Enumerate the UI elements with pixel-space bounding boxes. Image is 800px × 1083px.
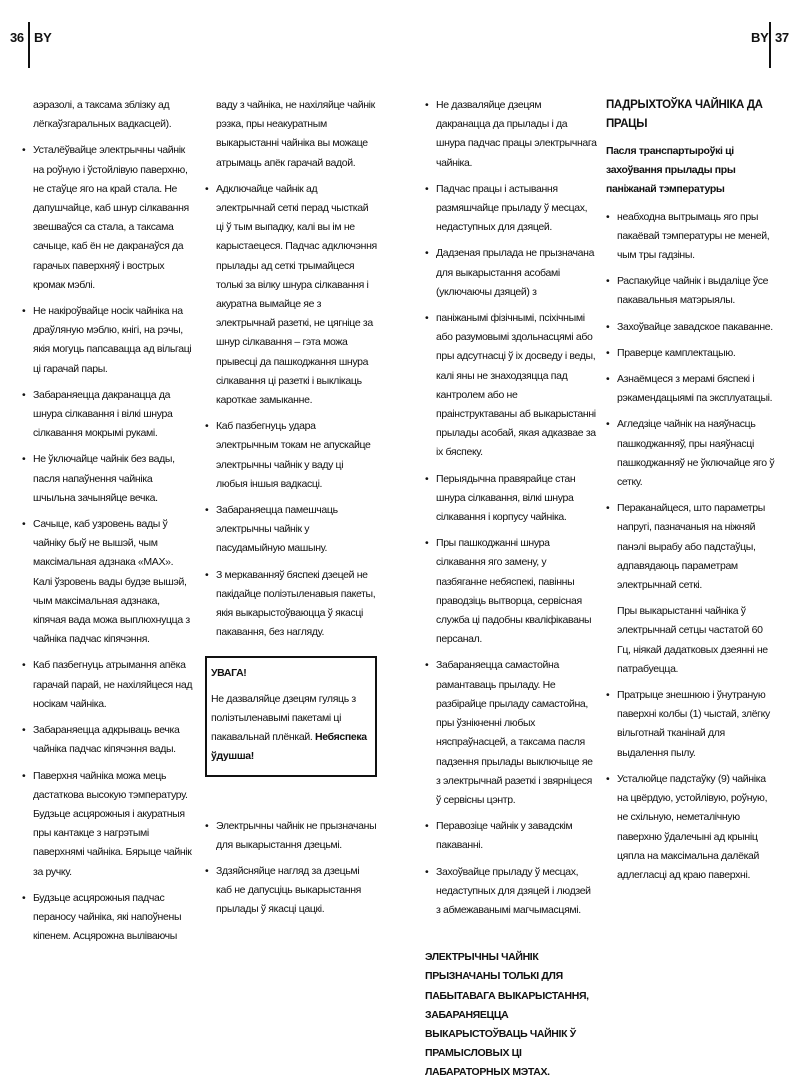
column-2 bbox=[205, 96, 377, 927]
warning-body: Не дазваляйце дзецям гуляць з поліэтыленавымі пакетамі ці пакавальнай плёнкай. bbox=[211, 692, 356, 744]
language-code-left: BY bbox=[34, 30, 52, 45]
column-3 bbox=[425, 96, 597, 1083]
list-item: • Забараняецца памешчаць электрычны чайнік у пасудамыйную машыну. bbox=[205, 501, 377, 559]
list-item: • Забараняецца самастойна рамантаваць прыладу. Не разбірайце прыладу самастойна, пры ўзнікненні любых няспраўнасцей, а таксама пасля падзення прылады выключыце яе з электрычнай разеткі і звярніцеся ў сервісны цэнтр. bbox=[425, 656, 597, 810]
list-item: • Паверхня чайніка можа мець дастаткова высокую тэмпературу. Будзьце асцярожныя і акуратныя пры кантакце з нагрэтымі паверхнямі чайніка. Бярыце чайнік за ручку. bbox=[22, 767, 194, 882]
list-item: • Дадзеная прылада не прызначана для выкарыстання асобамі (уключаючы дзяцей) з bbox=[425, 244, 597, 302]
list-item: • паніжанымі фізічнымі, псіхічнымі або разумовымі здольнасцямі або пры адсутнасці ў іх досведу і веды, калі яны не знаходзяцца пад кантролем або не праінструктаваны аб выкарыстанні прылады асобай, якая адказвае за іх бяспеку. bbox=[425, 309, 597, 463]
list-item: • З меркаванняў бяспекі дзецей не пакідайце поліэтыленавыя пакеты, якія выкарыстоўваюцца ў якасці пакавання, без нагляду. bbox=[205, 566, 377, 643]
list-item: • Усталюйце падстаўку (9) чайніка на цвёрдую, устойлівую, роўную, не схільную, неметалічную паверхню ўдалечыні ад крыніц цяпла на максімальна далёкай адлегласці ад краю паверхні. bbox=[606, 770, 778, 885]
list-item: • Будзьце асцярожныя падчас пераносу чайніка, які напоўнены кіпенем. Асцярожна выліваючы bbox=[22, 889, 194, 947]
list-item: • Праверце камплектацыю. bbox=[606, 344, 778, 363]
list-item: • Забараняецца адкрываць вечка чайніка падчас кіпячэння вады. bbox=[22, 721, 194, 759]
page-number-left: 36 bbox=[10, 30, 24, 45]
list-item: • Каб пазбегнуць удара электрычным токам не апускайце электрычны чайнік у ваду ці любыя іншыя вадкасці. bbox=[205, 417, 377, 494]
list-item: • неабходна вытрымаць яго пры пакаёвай тэмпературы не меней, чым тры гадзіны. bbox=[606, 208, 778, 266]
list-item: • Каб пазбегнуць атрымання апёка гарачай парай, не нахіляйцеся над носікам чайніка. bbox=[22, 656, 194, 714]
list-item: • Не ўключайце чайнік без вады, пасля напаўнення чайніка шчыльна зачыняйце вечка. bbox=[22, 450, 194, 508]
section-subheading: Пасля транспартыроўкі ці захоўвання прылады пры паніжанай тэмпературы bbox=[606, 145, 736, 196]
warning-text bbox=[211, 690, 371, 767]
list-item: • Не дазваляйце дзецям дакранацца да прылады і да шнура падчас працы электрычнага чайніка. bbox=[425, 96, 597, 173]
list-item: • Сачыце, каб узровень вады ў чайніку быў не вышэй, чым максімальная адзнака «MAX». Калі ўзровень вады будзе вышэй, чым максімальная адзнака, кіпячая вада можа выплюхнуцца з чайніка падчас кіпячэння. bbox=[22, 515, 194, 649]
list-item: • Пры пашкоджанні шнура сілкавання яго замену, у пазбяганне небяспекі, павінны праводзіць вытворца, сервісная служба ці падобны кваліфікаваны персанал. bbox=[425, 534, 597, 649]
col4-list-2 bbox=[606, 686, 778, 885]
list-item: • Распакуйце чайнік і выдаліце ўсе пакавальныя матэрыялы. bbox=[606, 272, 778, 310]
list-item: • Забараняецца дакранацца да шнура сілкавання і вілкі шнура сілкавання мокрымі рукамі. bbox=[22, 386, 194, 444]
col1-list bbox=[22, 141, 194, 946]
col1-intro: аэразолі, а таксама зблізку ад лёгкаўзгаральных вадкасцей). bbox=[33, 99, 172, 131]
warning-emphasis: Небяспека ўдушша! bbox=[211, 731, 367, 763]
col2-list bbox=[205, 180, 377, 643]
list-item: • Усталёўвайце электрычны чайнік на роўную і ўстойлівую паверхню, не стаўце яго на край стала. Не дапушчайце, каб шнур сілкавання звешваўся са стала, а таксама сачыце, каб ён не дакранаўся да гарачых паверхняў і вострых кромак мэблі. bbox=[22, 141, 194, 295]
list-item: • Захоўвайце завадское пакаванне. bbox=[606, 318, 778, 337]
header-divider-right bbox=[769, 22, 771, 68]
col3-list bbox=[425, 96, 597, 920]
column-4 bbox=[606, 96, 778, 892]
list-continuation: Пры выкарыстанні чайніка ў электрычнай сетцы частатой 60 Гц, ніякай дадатковых дзеянні не патрабуецца. bbox=[617, 605, 768, 675]
list-item: • Здзяйсняйце нагляд за дзецьмі каб не дапусціць выкарыстання прылады ў якасці цацкі. bbox=[205, 862, 377, 920]
list-item: • Падчас працы і астывання размяшчайце прыладу ў месцах, недаступных для дзяцей. bbox=[425, 180, 597, 238]
col2-list-2 bbox=[205, 817, 377, 920]
list-item: • Перыядычна правярайце стан шнура сілкавання, вілкі шнура сілкавання і корпусу чайніка. bbox=[425, 470, 597, 528]
column-1 bbox=[22, 96, 194, 953]
list-item: • Электрычны чайнік не прызначаны для выкарыстання дзецьмі. bbox=[205, 817, 377, 855]
list-item: • Перавозіце чайнік у завадскім пакаванні. bbox=[425, 817, 597, 855]
usage-restriction-note: ЭЛЕКТРЫЧНЫ ЧАЙНІК ПРЫЗНАЧАНЫ ТОЛЬКІ ДЛЯ ПАБЫТАВАГА ВЫКАРЫСТАННЯ, ЗАБАРАНЯЕЦЦА ВЫКАРЫСТОЎВАЦЬ ЧАЙНІК Ў ПРАМЫСЛОВЫХ ЦІ ЛАБАРАТОРНЫХ МЭТАХ. bbox=[425, 951, 589, 1079]
list-item: • Азнаёмцеся з мерамі бяспекі і рэкамендацыямі па эксплуатацыі. bbox=[606, 370, 778, 408]
list-item: • Захоўвайце прыладу ў месцах, недаступных для дзяцей і людзей з абмежаванымі магчымасцямі. bbox=[425, 863, 597, 921]
warning-box bbox=[205, 656, 377, 776]
language-code-right: BY bbox=[751, 30, 769, 45]
warning-title: УВАГА! bbox=[211, 667, 247, 680]
list-item: • Агледзіце чайнік на наяўнасць пашкоджанняў, пры наяўнасці пашкоджанняў не ўключайце яго ў сетку. bbox=[606, 415, 778, 492]
list-item: • Не накіроўвайце носік чайніка на драўляную мэблю, кнігі, на рэчы, якія могуць папсавацца ад вільгаці ці гарачай пары. bbox=[22, 302, 194, 379]
list-item: • Адключайце чайнік ад электрычнай сеткі перад чысткай ці ў тым выпадку, калі вы ім не карыстаецеся. Падчас адключэння прылады ад сеткі трымайцеся толькі за вілку шнура сілкавання і акуратна вымайце яе з электрычнай разеткі, не цягніце за шнур сілкавання – гэта можа прывесці да пашкоджання шнура сілкавання ці разеткі і выклікаць кароткае замыканне. bbox=[205, 180, 377, 410]
page-number-right: 37 bbox=[775, 30, 789, 45]
col4-list bbox=[606, 208, 778, 596]
list-item: • Пратрыце знешнюю і ўнутраную паверхні колбы (1) чыстай, злёгку вільготнай тканінай для выдалення пылу. bbox=[606, 686, 778, 763]
header-divider-left bbox=[28, 22, 30, 68]
col2-intro: ваду з чайніка, не нахіляйце чайнік рэзка, пры неакуратным выкарыстанні чайніка вы можаце атрымаць апёк гарачай вадой. bbox=[216, 99, 375, 169]
section-heading: ПАДРЫХТОЎКА ЧАЙНІКА ДА ПРАЦЫ bbox=[606, 99, 763, 130]
list-item: • Пераканайцеся, што параметры напругі, пазначаныя на ніжняй панэлі вырабу або падстаўцы, адпавядаюць параметрам электрычнай сеткі. bbox=[606, 499, 778, 595]
